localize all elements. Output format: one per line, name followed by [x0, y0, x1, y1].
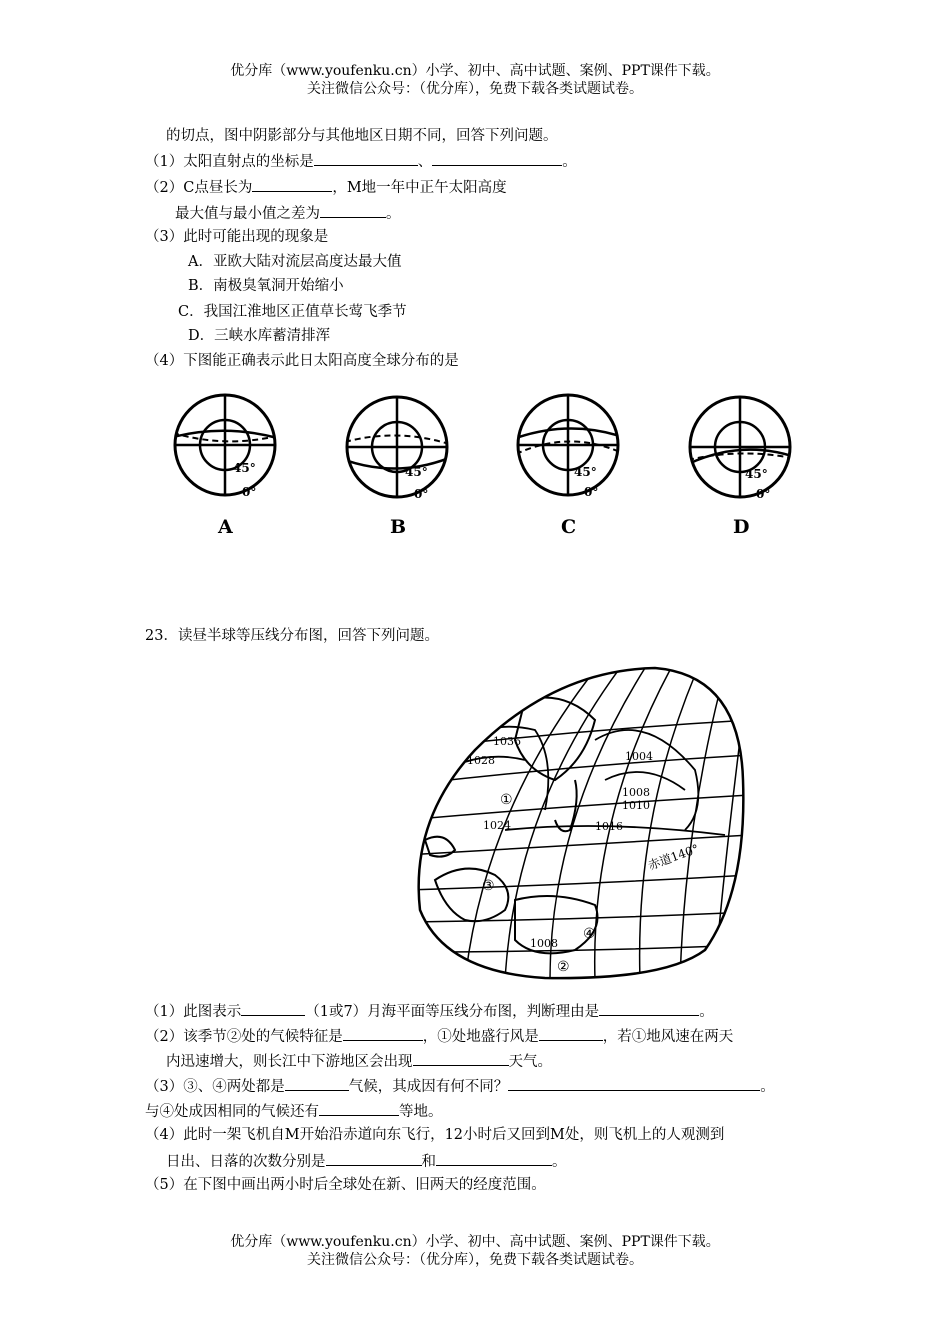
diagram-b-label: B [390, 516, 407, 538]
q23-part2-text-2: ，①处地盛行风是 [422, 1029, 539, 1045]
q22-part1 [145, 150, 577, 172]
answer-blank[interactable] [285, 1075, 349, 1091]
q22-part4: （4）下图能正确表示此日太阳高度全球分布的是 [145, 353, 459, 369]
isobar-label-1010: 1010 [622, 799, 650, 812]
q23-part3-end: 。 [760, 1079, 775, 1095]
isobar-map [405, 660, 750, 985]
q22-part1-text: （1）太阳直射点的坐标是 [145, 154, 314, 170]
q23-part3-cont [145, 1100, 443, 1122]
diagram-a[interactable] [173, 395, 277, 499]
q22-part1-end: 。 [562, 154, 577, 170]
page-header-line-2: 关注微信公众号：（优分库），免费下载各类试题试卷。 [307, 81, 643, 97]
isobar-label-1008-south: 1008 [530, 937, 558, 950]
marker-2: ② [557, 959, 570, 975]
q23-part3 [145, 1075, 775, 1097]
answer-blank[interactable] [508, 1075, 760, 1091]
diagram-a-45-label: 45° [233, 461, 256, 475]
answer-blank[interactable] [314, 150, 418, 166]
q23-part4-cont [166, 1150, 567, 1172]
globe-outline [419, 668, 744, 978]
q23-part3-text: （3）③、④两处都是 [145, 1079, 285, 1095]
diagram-d-45-label: 45° [745, 467, 768, 481]
q23-part2-end: 天气。 [508, 1054, 552, 1070]
diagram-c-0-label: 0° [584, 485, 599, 499]
q23-part3-text-2: 气候，其成因有何不同？ [348, 1079, 509, 1095]
answer-blank[interactable] [241, 1000, 305, 1016]
q23-part3-end-2: 等地。 [399, 1104, 443, 1120]
diagram-c[interactable] [516, 395, 620, 499]
q23-part5: （5）在下图中画出两小时后全球处在新、旧两天的经度范围。 [145, 1177, 546, 1193]
isobar-label-1024: 1024 [483, 819, 511, 832]
answer-blank[interactable] [599, 1000, 699, 1016]
q23-part2-text: （2）该季节②处的气候特征是 [145, 1029, 343, 1045]
q22-option-a[interactable]: A．亚欧大陆对流层高度达最大值 [188, 254, 402, 270]
q23-part2 [145, 1025, 733, 1047]
q23-part2-cont [166, 1050, 552, 1072]
q23-part4-text: 日出、日落的次数分别是 [166, 1154, 326, 1170]
q23-title: 23．读昼半球等压线分布图，回答下列问题。 [145, 628, 439, 644]
q23-part2-text-4: 内迅速增大，则长江中下游地区会出现 [166, 1054, 413, 1070]
marker-1: ① [500, 792, 513, 808]
q22-part2-end: 。 [386, 206, 401, 222]
marker-3: ③ [482, 878, 495, 894]
answer-blank[interactable] [539, 1025, 603, 1041]
q22-part1-sep: 、 [417, 154, 433, 170]
q23-part1-text: （1）此图表示 [145, 1004, 242, 1020]
diagram-b-45-label: 45° [405, 465, 428, 479]
q22-part2-cont [175, 202, 401, 224]
q22-part2-text-3: 最大值与最小值之差为 [175, 206, 320, 222]
diagram-c-45-label: 45° [574, 465, 597, 479]
q23-part2-text-3: ，若①地风速在两天 [602, 1029, 734, 1045]
isobar-label-1008: 1008 [622, 786, 650, 799]
q22-intro: 的切点，图中阴影部分与其他地区日期不同，回答下列问题。 [166, 128, 558, 144]
page-header-line-1: 优分库（www.youfenku.cn）小学、初中、高中试题、案例、PPT课件下载。 [230, 63, 720, 79]
answer-blank[interactable] [413, 1050, 509, 1066]
q22-option-c[interactable]: C．我国江淮地区正值草长莺飞季节 [178, 304, 407, 320]
marker-4: ④ [583, 926, 596, 942]
sun-altitude-diagrams [160, 390, 800, 540]
isobar-label-1004: 1004 [625, 750, 653, 763]
answer-blank[interactable] [320, 202, 386, 218]
diagram-b-0-label: 0° [414, 487, 429, 501]
q22-part2-text-2: ，M地一年中正午太阳高度 [332, 180, 507, 196]
diagram-b[interactable] [345, 397, 449, 501]
page-footer-line-2: 关注微信公众号：（优分库），免费下载各类试题试卷。 [307, 1252, 643, 1268]
q23-part4-end: 。 [552, 1154, 567, 1170]
diagram-d-0-label: 0° [756, 487, 771, 501]
answer-blank[interactable] [432, 150, 562, 166]
diagram-a-0-label: 0° [242, 485, 257, 499]
q22-option-d[interactable]: D．三峡水库蓄清排浑 [188, 328, 331, 344]
q22-part2 [145, 176, 507, 198]
diagram-d-label: D [733, 516, 750, 538]
q22-part2-text: （2）C点昼长为 [145, 180, 253, 196]
isobar-label-1028: 1028 [467, 754, 495, 767]
q23-part4-and: 和 [421, 1154, 436, 1170]
diagram-a-label: A [218, 516, 233, 538]
q22-option-b[interactable]: B．南极臭氧洞开始缩小 [188, 278, 344, 294]
answer-blank[interactable] [436, 1150, 552, 1166]
q23-part1-end: 。 [699, 1004, 714, 1020]
q22-part3: （3）此时可能出现的现象是 [145, 229, 329, 245]
answer-blank[interactable] [326, 1150, 422, 1166]
q23-part1 [145, 1000, 714, 1022]
answer-blank[interactable] [319, 1100, 399, 1116]
page-footer-line-1: 优分库（www.youfenku.cn）小学、初中、高中试题、案例、PPT课件下载。 [230, 1234, 720, 1250]
q23-part1-text-2: （1或7）月海平面等压线分布图，判断理由是 [305, 1004, 600, 1020]
answer-blank[interactable] [343, 1025, 423, 1041]
isobar-label-1036: 1036 [493, 735, 521, 748]
q23-part4: （4）此时一架飞机自M开始沿赤道向东飞行，12小时后又回到M处，则飞机上的人观测到 [145, 1127, 725, 1143]
diagram-d[interactable] [688, 397, 792, 501]
answer-blank[interactable] [252, 176, 332, 192]
q23-part3-text-3: 与④处成因相同的气候还有 [145, 1104, 319, 1120]
diagram-c-label: C [561, 516, 577, 538]
isobar-label-1016: 1016 [595, 820, 623, 833]
equator-label: 赤道140° [646, 841, 701, 873]
